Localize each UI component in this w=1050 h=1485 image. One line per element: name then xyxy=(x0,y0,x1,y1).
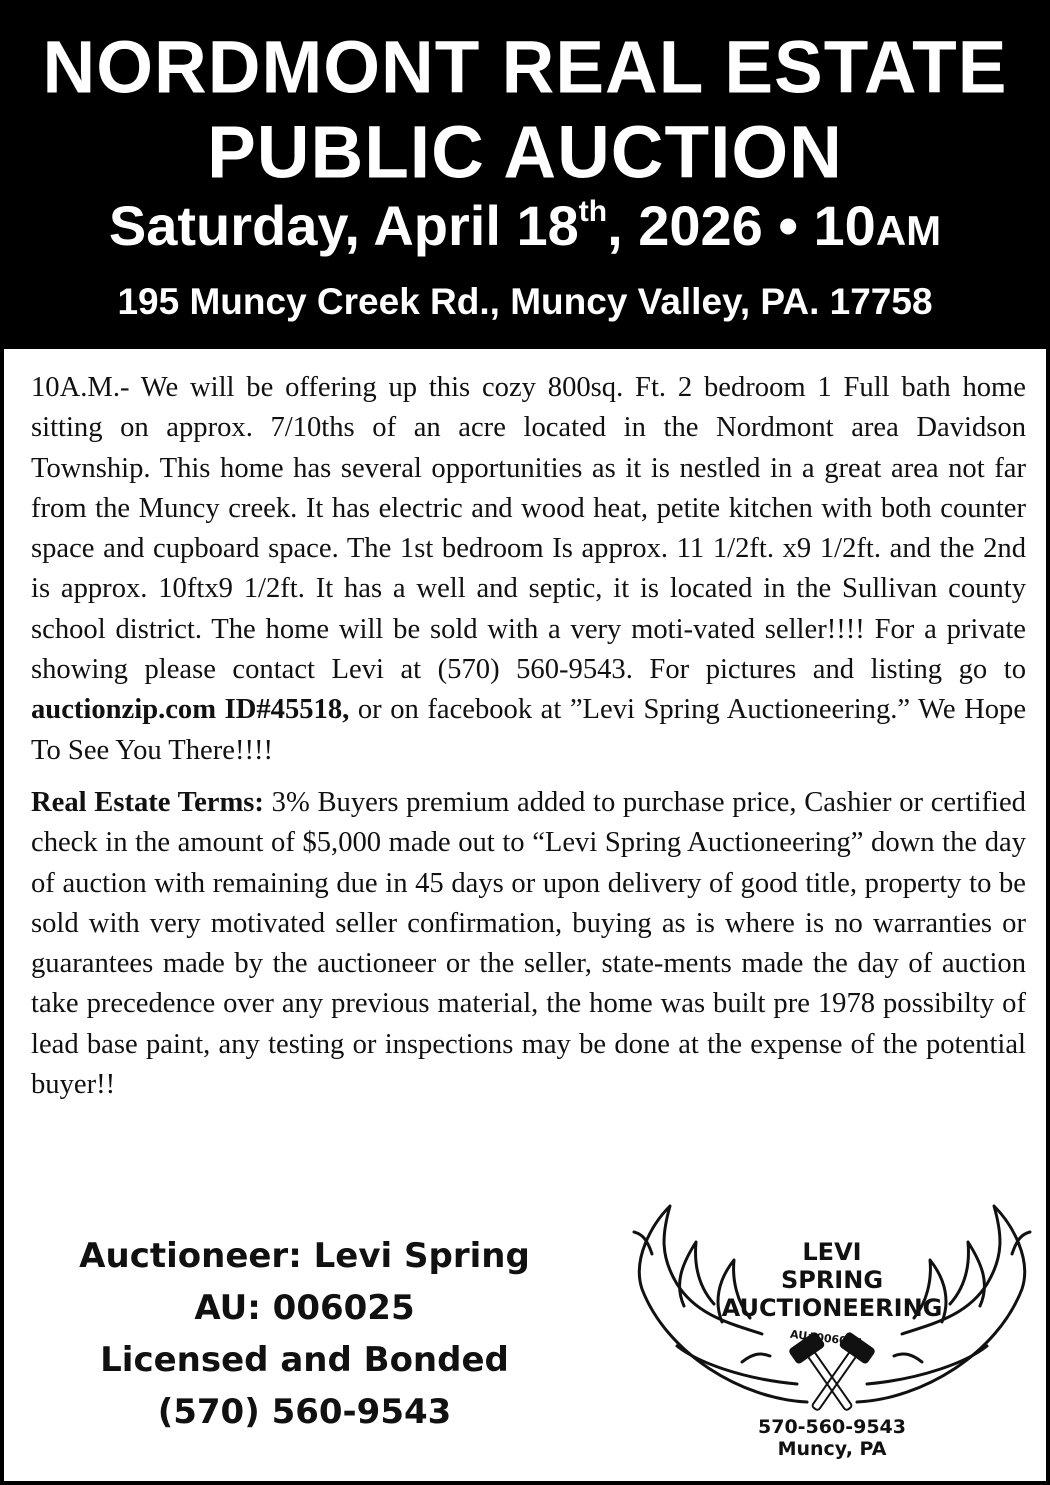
auctioneer-phone: (570) 560-9543 xyxy=(157,1392,452,1432)
auctioneer-name: Auctioneer: Levi Spring xyxy=(79,1236,530,1276)
title-line-2: PUBLIC AUCTION xyxy=(207,111,843,194)
auctionzip-link: auctionzip.com ID#45518, xyxy=(31,694,350,726)
body-copy xyxy=(31,368,1026,1105)
licensed-bonded: Licensed and Bonded xyxy=(100,1340,509,1380)
date-rest: , 2026 • 10 xyxy=(607,194,876,257)
logo-town: Muncy, PA xyxy=(777,1438,887,1460)
date-ordinal-suffix: th xyxy=(578,195,608,228)
terms-text: 3% Buyers premium added to purchase price, Cashier or certified check in the amount of $5,000 made out to “Levi Spring Auctioneering” down the day of auction with remaining due in 45 days or upon delivery of good title, property to be sold with very motivated seller confirmation, buying as is where is no warranties or guarantees made by the auctioneer or the seller, state-ments made the day of auction take precedence over any previous material, the home was built pre 1978 possibilty of lead base paint, any testing or inspections may be done at the expense of the potential buyer!! xyxy=(31,786,1026,1101)
auction-address: 195 Muncy Creek Rd., Muncy Valley, PA. 17758 xyxy=(117,281,933,322)
description-text-end: or on facebook at ”Levi Spring Auctioneering.” We Hope To See You There!!!! xyxy=(31,694,1027,766)
header-banner xyxy=(4,4,1046,349)
logo-line-1: LEVI xyxy=(802,1238,862,1266)
auctioneer-license: AU: 006025 xyxy=(194,1288,415,1328)
logo-line-3: AUCTIONEERING xyxy=(721,1294,943,1322)
time-ampm: AM xyxy=(875,207,942,254)
auctioneering-logo xyxy=(622,1194,1042,1479)
logo-au-number: AU#006025 xyxy=(789,1327,863,1350)
description-text: 10A.M.- We will be offering up this cozy 800sq. Ft. 2 bedroom 1 Full bath home sitting on approx. 7/10ths of an acre located in the Nordmont area Davidson Township. This home has several opportunities as it is nestled in a great area not far from the Muncy creek. It has electric and wood heat, petite kitchen with both counter space and cupboard space. The 1st bedroom Is approx. 11 1/2ft. x9 1/2ft. and the 2nd is approx. 10ftx9 1/2ft. It has a well and septic, it is located in the Sullivan county school district. The home will be sold with a very moti-vated seller!!!! For a private showing please contact Levi at (570) 560-9543. For pictures and listing go to xyxy=(31,372,1026,686)
auction-date xyxy=(4,191,1046,266)
logo-line-2: SPRING xyxy=(780,1266,884,1294)
terms-label: Real Estate Terms: xyxy=(31,786,264,818)
date-prefix: Saturday, April 18 xyxy=(108,194,579,257)
auctioneer-contact xyxy=(22,1230,587,1438)
description-paragraph xyxy=(31,368,1026,771)
title-line-1: NORDMONT REAL ESTATE xyxy=(42,26,1008,109)
logo-phone: 570-560-9543 xyxy=(758,1416,906,1438)
terms-paragraph xyxy=(31,783,1026,1105)
